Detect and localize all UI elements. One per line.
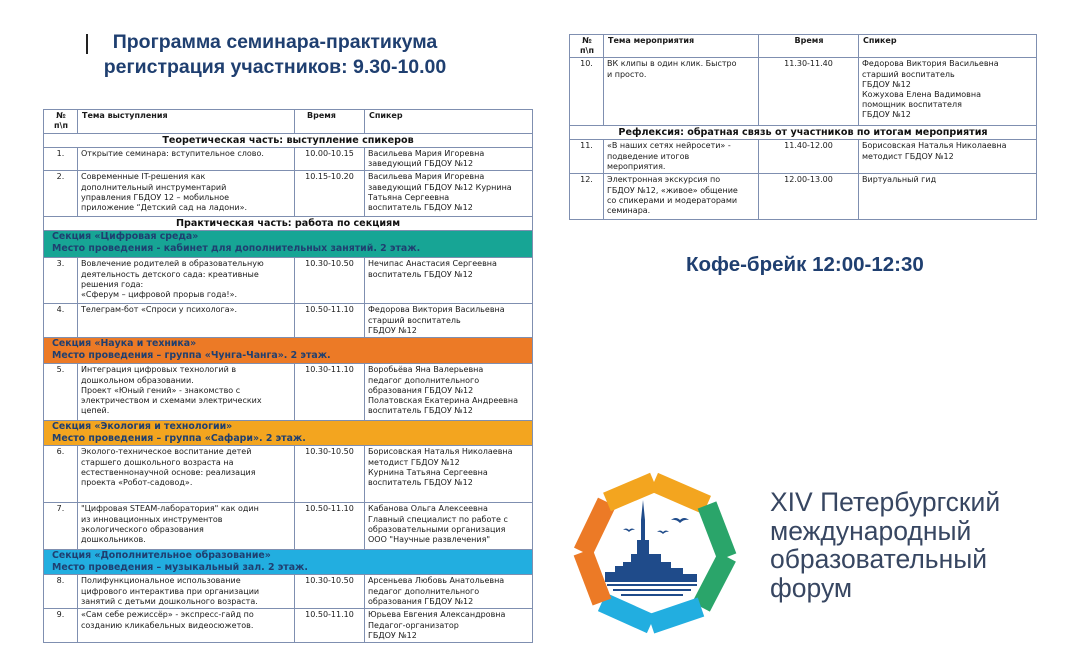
- logo-ring: [583, 482, 727, 624]
- city-skyline-icon: [605, 500, 697, 596]
- section-ecology: [44, 421, 533, 446]
- row-time: 10.00-10.15: [295, 148, 365, 171]
- table-row: [44, 148, 533, 171]
- row-topic-line: дошкольном образовании.: [81, 375, 194, 385]
- row-topic-line: деятельность детского сада: креативные: [81, 269, 259, 279]
- row-speaker-line: ГБДОУ №12: [368, 325, 417, 335]
- row-speaker-line: воспитатель ГБДОУ №12: [368, 478, 473, 488]
- row-topic: [604, 174, 759, 220]
- section-digital: [44, 231, 533, 258]
- row-number: 9.: [44, 609, 78, 643]
- row-speaker-line: помощник воспитателя: [862, 100, 962, 110]
- row-topic-line: управления ГБДОУ 12 – мобильное: [81, 192, 230, 202]
- row-speaker-line: Педагог-организатор: [368, 620, 459, 630]
- table-row: [44, 503, 533, 550]
- row-topic: [78, 575, 295, 609]
- row-speaker-line: заведующий ГБДОУ №12 Курнина: [368, 182, 512, 192]
- row-speaker-line: Кожухова Елена Вадимовна: [862, 90, 981, 100]
- row-speaker-line: воспитатель ГБДОУ №12: [368, 203, 473, 213]
- row-topic-line: Телеграм-бот «Спроси у психолога».: [81, 305, 238, 315]
- row-number: 5.: [44, 364, 78, 421]
- row-speaker-line: Полатовская Екатерина Андреевна: [368, 396, 519, 406]
- row-speaker: [365, 575, 533, 609]
- row-speaker-line: заведующий ГБДОУ №12: [368, 159, 474, 169]
- row-topic-line: из инновационных инструментов: [81, 514, 223, 524]
- row-topic-line: и просто.: [607, 69, 647, 79]
- row-topic-line: семинара.: [607, 206, 651, 216]
- table-row: [44, 364, 533, 421]
- row-speaker-line: старший воспитатель: [862, 69, 955, 79]
- row-speaker-line: образовательными организация: [368, 524, 506, 534]
- row-topic-line: созданию кликабельных видеосюжетов.: [81, 620, 254, 630]
- row-number: 3.: [44, 258, 78, 304]
- row-topic-line: цифрового интерактива при организации: [81, 586, 260, 596]
- row-topic-line: «В наших сетях нейросети» -: [607, 141, 731, 151]
- part-practice: [44, 217, 533, 231]
- table-row: [44, 446, 533, 503]
- row-topic-line: мероприятия.: [607, 161, 666, 171]
- header-time: Время: [295, 110, 365, 134]
- row-speaker-line: Курнина Татьяна Сергеевна: [368, 467, 488, 477]
- row-topic-line: Вовлечение родителей в образовательную: [81, 259, 264, 269]
- row-time: 10.30-10.50: [295, 446, 365, 503]
- row-speaker-line: Борисовская Наталья Николаевна: [862, 141, 1007, 151]
- row-topic: [604, 140, 759, 174]
- header-speaker: Спикер: [859, 35, 1037, 58]
- row-speaker-line: Нечипас Анастасия Сергеевна: [368, 259, 497, 269]
- row-number: 11.: [570, 140, 604, 174]
- row-speaker: [859, 140, 1037, 174]
- section-place: Место проведения – группа «Сафари». 2 этаж.: [52, 433, 306, 445]
- row-time: 10.30-10.50: [295, 575, 365, 609]
- row-speaker-line: Васильева Мария Игоревна: [368, 149, 485, 158]
- row-time: 10.15-10.20: [295, 171, 365, 217]
- row-number: 12.: [570, 174, 604, 220]
- row-topic: [604, 58, 759, 126]
- title-line-1: Программа семинара-практикума: [112, 31, 438, 53]
- row-topic-line: старшего дошкольного возраста на: [81, 457, 234, 467]
- forum-name: [770, 488, 1000, 602]
- header-speaker: Спикер: [365, 110, 533, 134]
- section-title: Секция «Цифровая среда»: [52, 231, 199, 243]
- row-number: 4.: [44, 304, 78, 338]
- row-speaker-line: Федорова Виктория Васильевна: [862, 59, 999, 69]
- row-time: 11.40-12.00: [759, 140, 859, 174]
- section-title: Секция «Наука и техника»: [52, 338, 197, 350]
- row-speaker: [365, 364, 533, 421]
- coffee-break-label: Кофе-брейк 12:00-12:30: [686, 253, 924, 276]
- header-topic: Тема выступления: [78, 110, 295, 134]
- row-topic-line: естественнонаучной основе: реализация: [81, 467, 256, 477]
- row-time: 10.50-11.10: [295, 503, 365, 550]
- row-topic: [78, 148, 295, 171]
- row-speaker: [859, 174, 1037, 220]
- row-topic-line: Проект «Юный гений» - знакомство с: [81, 385, 241, 395]
- row-speaker-line: ГБДОУ №12: [862, 79, 911, 89]
- program-table: [43, 109, 533, 643]
- row-topic-line: приложение “Детский сад на ладони».: [81, 203, 248, 213]
- section-place: Место проведения – группа «Чунга-Чанга». 2 этаж.: [52, 350, 331, 362]
- section-digital-row: [44, 231, 533, 258]
- section-additional: [44, 550, 533, 575]
- part-theory-text: Теоретическая часть: выступление спикеров: [44, 134, 533, 148]
- row-topic-line: ГБДОУ №12, «живое» общение: [607, 185, 738, 195]
- row-speaker-line: ГБДОУ №12: [862, 110, 911, 120]
- row-topic-line: «Сферум – цифровой прорыв года!».: [81, 290, 238, 300]
- row-topic-line: Полифункциональное использование: [81, 576, 241, 586]
- row-speaker-line: воспитатель ГБДОУ №12: [368, 406, 473, 416]
- row-speaker-line: старший воспитатель: [368, 315, 461, 325]
- row-speaker-line: педагог дополнительного: [368, 375, 480, 385]
- row-speaker-line: Главный специалист по работе с: [368, 514, 508, 524]
- forum-line-4: форум: [770, 572, 853, 603]
- row-speaker-line: Арсеньева Любовь Анатольевна: [368, 576, 505, 586]
- row-number: 10.: [570, 58, 604, 126]
- row-speaker-line: Васильева Мария Игоревна: [368, 172, 485, 182]
- table-row: [570, 174, 1037, 220]
- row-topic: [78, 304, 295, 338]
- table-row: [44, 609, 533, 643]
- table-row: [44, 171, 533, 217]
- header-topic: Тема мероприятия: [604, 35, 759, 58]
- row-topic: [78, 258, 295, 304]
- row-speaker-line: методист ГБДОУ №12: [368, 457, 460, 467]
- row-topic-line: экологического образования: [81, 524, 204, 534]
- table-header-row: [44, 110, 533, 134]
- table-row: [44, 304, 533, 338]
- row-speaker-line: Борисовская Наталья Николаевна: [368, 447, 513, 457]
- row-topic-line: Электронная экскурсия по: [607, 175, 721, 185]
- forum-line-3: образовательный: [770, 544, 988, 574]
- row-speaker: [365, 304, 533, 338]
- row-speaker: [859, 58, 1037, 126]
- row-time: 10.50-11.10: [295, 609, 365, 643]
- row-topic: [78, 171, 295, 217]
- table-row: [44, 258, 533, 304]
- row-topic-line: «Сам себе режиссёр» - экспресс-гайд по: [81, 610, 254, 620]
- title-line-2: регистрация участников: 9.30-10.00: [103, 56, 447, 78]
- row-topic-line: ВК клипы в один клик. Быстро: [607, 59, 737, 69]
- part-practice-text: Практическая часть: работа по секциям: [44, 217, 533, 231]
- row-speaker: [365, 171, 533, 217]
- row-topic-line: дополнительный инструментарий: [81, 182, 227, 192]
- row-speaker-line: Татьяна Сергеевна: [368, 192, 450, 202]
- row-topic-line: Эколого-техническое воспитание детей: [81, 447, 252, 457]
- row-topic-line: проекта «Робот-садовод».: [81, 478, 193, 488]
- row-topic-line: занятий с детьми дошкольного возраста.: [81, 596, 258, 606]
- row-speaker-line: образования ГБДОУ №12: [368, 596, 474, 606]
- row-speaker-line: Федорова Виктория Васильевна: [368, 305, 505, 315]
- row-topic: [78, 503, 295, 550]
- row-speaker: [365, 503, 533, 550]
- forum-logo: [571, 470, 737, 634]
- forum-line-2: международный: [770, 515, 972, 546]
- section-title: Секция «Дополнительное образование»: [52, 550, 271, 562]
- row-topic: [78, 446, 295, 503]
- row-number: 7.: [44, 503, 78, 550]
- section-science-row: [44, 338, 533, 364]
- table-row: [570, 140, 1037, 174]
- row-speaker: [365, 446, 533, 503]
- row-time: 10.30-10.50: [295, 258, 365, 304]
- row-speaker-line: Воробьёва Яна Валерьевна: [368, 365, 484, 375]
- row-topic-line: Открытие семинара: вступительное слово.: [81, 149, 264, 158]
- row-number: 1.: [44, 148, 78, 171]
- header-num: № п\п: [570, 35, 604, 58]
- row-topic: [78, 609, 295, 643]
- row-speaker-line: воспитатель ГБДОУ №12: [368, 269, 473, 279]
- row-number: 2.: [44, 171, 78, 217]
- section-place: Место проведения – музыкальный зал. 2 этаж.: [52, 562, 308, 574]
- section-science: [44, 338, 533, 364]
- row-number: 6.: [44, 446, 78, 503]
- part-reflection-text: Рефлексия: обратная связь от участников по итогам мероприятия: [570, 126, 1037, 140]
- row-topic: [78, 364, 295, 421]
- program-table-continued: [569, 34, 1037, 220]
- row-speaker: [365, 148, 533, 171]
- header-num: № п\п: [44, 110, 78, 134]
- row-topic-line: дошкольников.: [81, 535, 146, 545]
- row-speaker-line: педагог дополнительного: [368, 586, 480, 596]
- row-time: 10.30-11.10: [295, 364, 365, 421]
- row-speaker: [365, 609, 533, 643]
- row-topic-line: подведение итогов: [607, 151, 690, 161]
- row-topic-line: решения года:: [81, 279, 144, 289]
- row-speaker-line: образования ГБДОУ №12: [368, 385, 474, 395]
- row-topic-line: цепей.: [81, 406, 110, 416]
- table-row: [570, 58, 1037, 126]
- section-additional-row: [44, 550, 533, 575]
- row-speaker-line: ГБДОУ №12: [368, 630, 417, 640]
- part-reflection: [570, 126, 1037, 140]
- row-time: 10.50-11.10: [295, 304, 365, 338]
- row-speaker-line: Кабанова Ольга Алексеевна: [368, 504, 488, 514]
- row-topic-line: Интеграция цифровых технологий в: [81, 365, 237, 375]
- row-speaker: [365, 258, 533, 304]
- page-title: [44, 30, 506, 80]
- section-ecology-row: [44, 421, 533, 446]
- section-title: Секция «Экология и технологии»: [52, 421, 233, 433]
- row-topic-line: электричеством и схемами электрических: [81, 396, 262, 406]
- row-speaker-line: Виртуальный гид: [862, 175, 937, 185]
- row-time: 11.30-11.40: [759, 58, 859, 126]
- forum-line-1: XIV Петербургский: [770, 487, 1001, 517]
- table-row: [44, 575, 533, 609]
- row-number: 8.: [44, 575, 78, 609]
- part-theory: [44, 134, 533, 148]
- section-place: Место проведения - кабинет для дополнительных занятий. 2 этаж.: [52, 243, 421, 255]
- table-header-row: [570, 35, 1037, 58]
- row-time: 12.00-13.00: [759, 174, 859, 220]
- row-topic-line: Современные IT-решения как: [81, 172, 206, 182]
- row-speaker-line: ООО "Научные развлечения": [368, 535, 491, 545]
- row-speaker-line: Юрьева Евгения Александровна: [368, 610, 506, 620]
- row-topic-line: "Цифровая STEAM-лаборатория" как один: [81, 504, 259, 514]
- header-time: Время: [759, 35, 859, 58]
- row-speaker-line: методист ГБДОУ №12: [862, 151, 954, 161]
- row-topic-line: со спикерами и модераторами: [607, 195, 738, 205]
